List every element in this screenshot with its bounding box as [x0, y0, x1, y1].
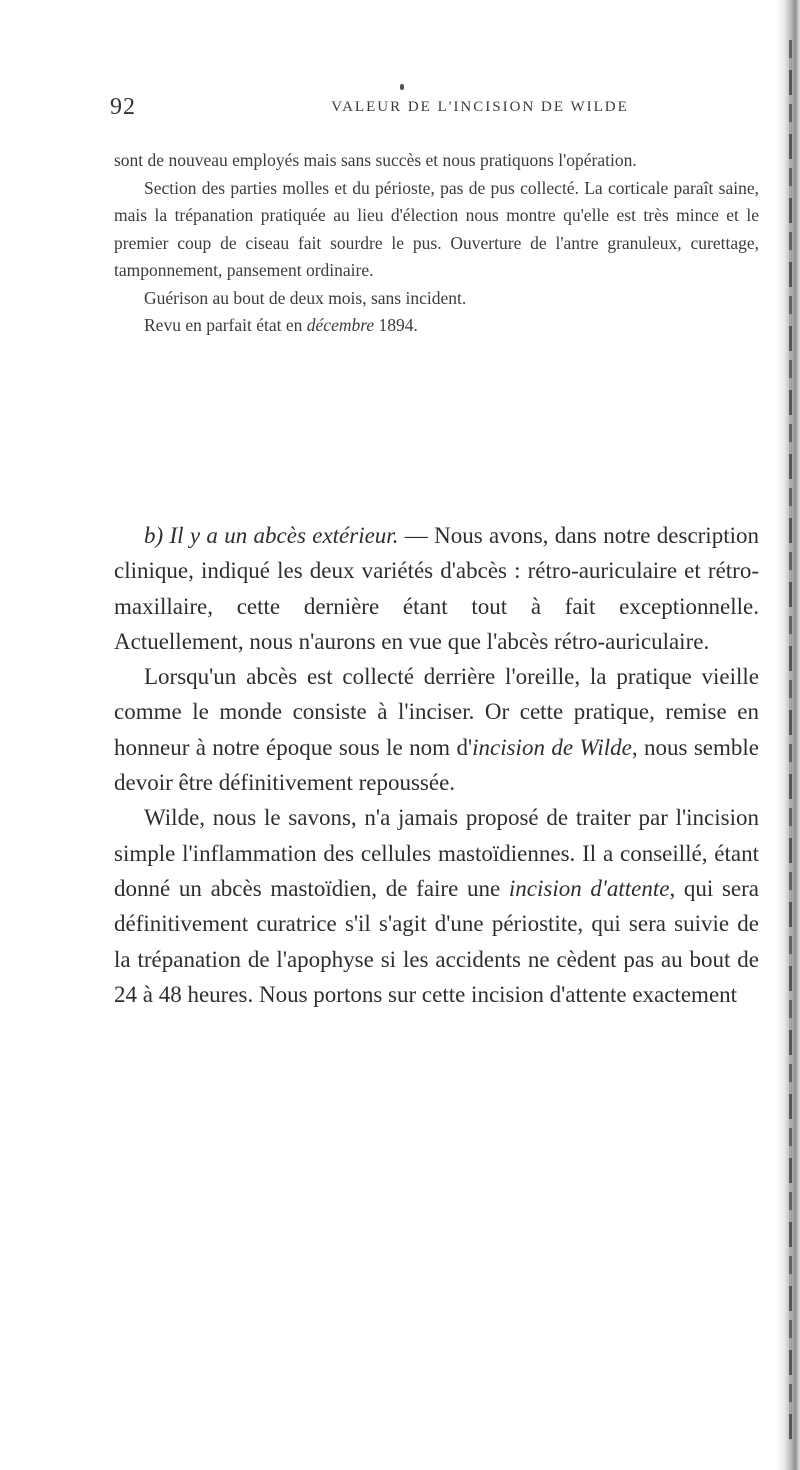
paragraph	[114, 800, 759, 1012]
italic-text: incision de Wilde	[472, 734, 632, 760]
paragraph: Section des parties molles et du périoste, pas de pus collecté. La corticale paraît saine, mais la trépanation pratiquée au lieu d'élection nous montre qu'elle est très mince et le premier coup de ciseau fait sourdre le pus. Ouverture de l'antre granuleux, curettage, tamponnement, pansement ordinaire.	[114, 177, 759, 280]
section-heading: Il y a un abcès extérieur.	[169, 523, 399, 548]
text-run: 1894.	[374, 315, 418, 335]
text-run: , qui sera définitivement curatrice s'il s'agit d'une périostite, qui sera suivie de la trépanation de l'apophyse si les accidents ne cèdent pas au bout de 24 à 48 heures. Nous portons sur cette incision d'attente exactement	[114, 875, 759, 1007]
paragraph	[114, 518, 759, 659]
binding-shadow	[789, 40, 792, 1440]
paragraph: sont de nouveau employés mais sans succès et nous pratiquons l'opération.	[114, 150, 637, 170]
text-run: Wilde, nous le savons, n'a jamais proposé de traiter par l'incision simple l'inflammation des cellules mastoïdiennes. Il a conseillé, étant donné un abcès mastoïdien, de faire une	[114, 805, 759, 901]
ink-dot	[400, 84, 404, 90]
section-label: b)	[144, 523, 170, 548]
page-number: 92	[110, 94, 136, 120]
running-head: VALEUR DE L'INCISION DE WILDE	[331, 99, 629, 115]
paragraph	[114, 312, 759, 340]
italic-text: incision d'attente	[508, 875, 670, 901]
case-report-text	[114, 147, 759, 340]
paragraph: Guérison au bout de deux mois, sans incident.	[144, 287, 467, 308]
text-run: Lorsqu'un abcès est collecté derrière l'oreille, la pratique vieille comme le monde consiste à l'inciser. Or cette pratique, remise en honneur à notre époque sous le nom d'	[114, 664, 759, 760]
text-run: — Nous avons, dans notre description clinique, indiqué les deux variétés d'abcès : rétro-auriculaire et rétro-maxillaire, cette dernière étant tout à fait exceptionnelle. Actuellement, nous n'aurons en vue que l'abcès rétro-auriculaire.	[114, 523, 759, 654]
page-header	[110, 94, 760, 124]
page-edge	[776, 0, 800, 1470]
text-run: Revu en parfait état en	[144, 315, 307, 335]
main-text	[114, 518, 759, 1012]
italic-text: décembre	[306, 315, 375, 335]
paragraph	[114, 659, 759, 800]
text-run: , nous semble devoir être définitivement repoussée.	[114, 734, 759, 796]
